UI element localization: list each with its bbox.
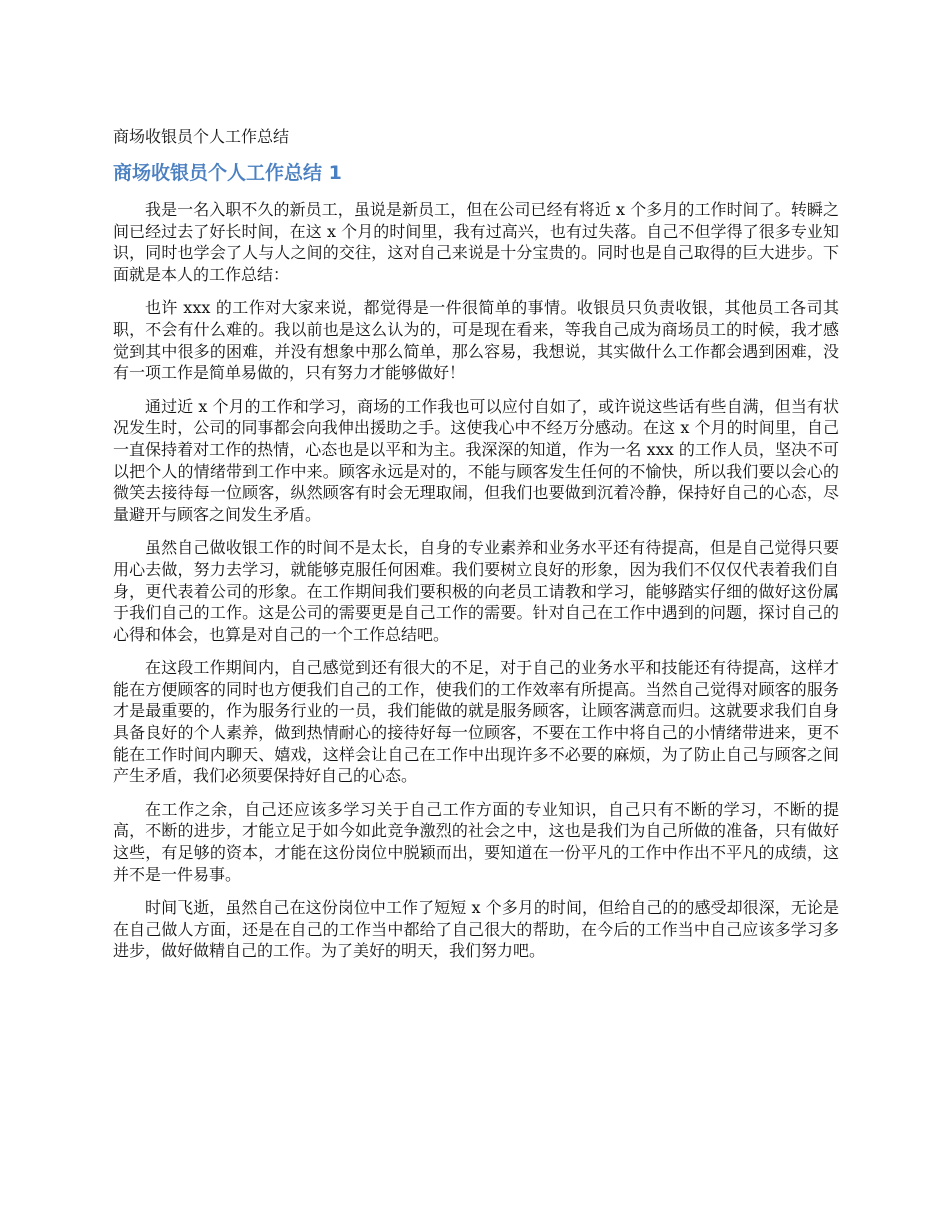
paragraph-study: 在工作之余，自己还应该多学习关于自己工作方面的专业知识，自己只有不断的学习，不断的提高，不断的进步，才能立足于如今如此竞争激烈的社会之中，这也是我们为自己所做的准备，只有做好这些，有足够的资本，才能在这份岗位中脱颖而出，要知道在一份平凡的工作中作出不平凡的成绩，这并不是一件易事。 bbox=[113, 799, 839, 884]
document-page bbox=[113, 124, 839, 974]
paragraph-shortcomings: 在这段工作期间内，自己感觉到还有很大的不足，对于自己的业务水平和技能还有待提高，这样才能在方便顾客的同时也方便我们自己的工作，使我们的工作效率有所提高。当然自己觉得对顾客的服务才是最重要的，作为服务行业的一员，我们能做的就是服务顾客，让顾客满意而归。这就要求我们自身具备良好的个人素养，做到热情耐心的接待好每一位顾客，不要在工作中将自己的小情绪带进来，更不能在工作时间内聊天、嬉戏，这样会让自己在工作中出现许多不必要的麻烦，为了防止自己与顾客之间产生矛盾，我们必须要保持好自己的心态。 bbox=[113, 658, 839, 786]
paragraph-experience: 通过近 x 个月的工作和学习，商场的工作我也可以应付自如了，或许说这些话有些自满，但当有状况发生时，公司的同事都会向我伸出援助之手。这使我心中不经万分感动。在这 x 个月的时间里，自己一直保持着对工作的热情，心态也是以平和为主。我深深的知道，作为一名 xxx 的工作人员，坚决不可以把个人的情绪带到工作中来。顾客永远是对的，不能与顾客发生任何的不愉快，所以我们要以会心的微笑去接待每一位顾客，纵然顾客有时会无理取闹，但我们也要做到沉着冷静，保持好自己的心态，尽量避开与顾客之间发生矛盾。 bbox=[113, 396, 839, 524]
paragraph-conclusion: 时间飞逝，虽然自己在这份岗位中工作了短短 x 个多月的时间，但给自己的的感受却很深，无论是在自己做人方面，还是在自己的工作当中都给了自己很大的帮助，在今后的工作当中自己应该多学习多进步，做好做精自己的工作。为了美好的明天，我们努力吧。 bbox=[113, 898, 839, 961]
paragraph-learning: 虽然自己做收银工作的时间不是太长，自身的专业素养和业务水平还有待提高，但是自己觉得只要用心去做，努力去学习，就能够克服任何困难。我们要树立良好的形象，因为我们不仅仅代表着我们自身，更代表着公司的形象。在工作期间我们要积极的向老员工请教和学习，能够踏实仔细的做好这份属于我们自己的工作。这是公司的需要更是自己工作的需要。针对自己在工作中遇到的问题，探讨自己的心得和体会，也算是对自己的一个工作总结吧。 bbox=[113, 538, 839, 644]
paragraph-difficulty: 也许 xxx 的工作对大家来说，都觉得是一件很简单的事情。收银员只负责收银，其他员工各司其职，不会有什么难的。我以前也是这么认为的，可是现在看来，等我自己成为商场员工的时候，我才感觉到其中很多的困难，并没有想象中那么简单，那么容易，我想说，其实做什么工作都会遇到困难，没有一项工作是简单易做的，只有努力才能够做好！ bbox=[113, 298, 839, 383]
paragraph-intro: 我是一名入职不久的新员工，虽说是新员工，但在公司已经有将近 x 个多月的工作时间了。转瞬之间已经过去了好长时间，在这 x 个月的时间里，我有过高兴，也有过失落。自己不但学得了很多专业知识，同时也学会了人与人之间的交往，这对自己来说是十分宝贵的。同时也是自己取得的巨大进步。下面就是本人的工作总结： bbox=[113, 200, 839, 284]
document-title: 商场收银员个人工作总结 bbox=[113, 127, 290, 146]
section-heading: 商场收银员个人工作总结 1 bbox=[113, 162, 342, 184]
